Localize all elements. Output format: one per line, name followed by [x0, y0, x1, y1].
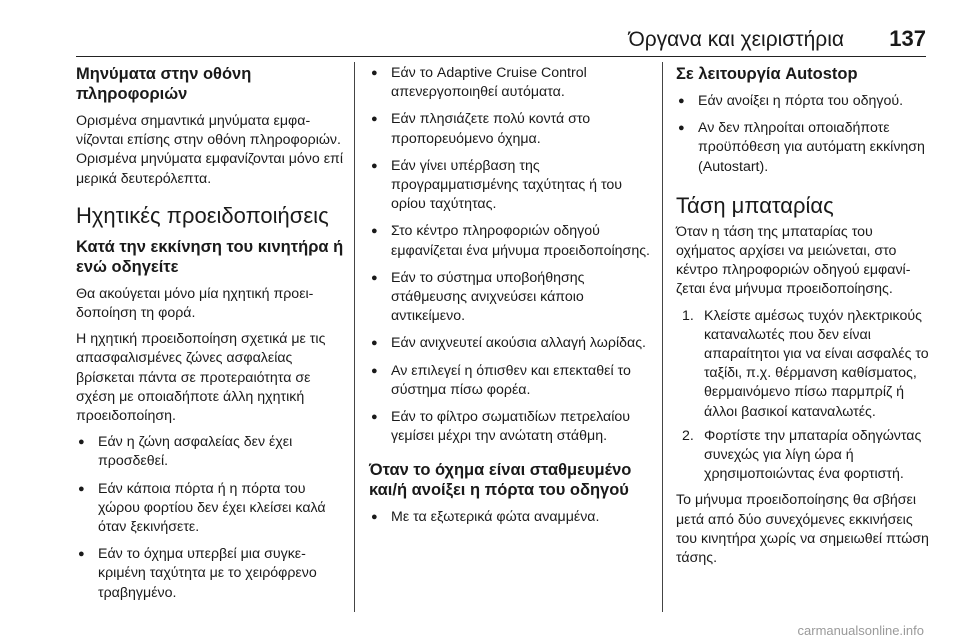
step-text: Φορτίστε την μπαταρία οδηγώντας συνεχώς για λίγη ώρα ή χρησιμοποιώντας ένα φορτιστή.: [704, 427, 922, 483]
list-item: ● Εάν το φίλτρο σωματιδίων πετρελαίου γεμίσει μέχρι την ανώτατη στάθμη.: [369, 408, 654, 446]
bullet-list-parked: [369, 508, 654, 527]
chapter-title: Όργανα και χειριστήρια: [628, 28, 844, 51]
heading-warning-chimes: Ηχητικές προειδοποιήσεις: [76, 202, 329, 228]
step-text: Κλείστε αμέσως τυχόν ηλεκτρικούς καταναλωτές που δεν είναι απαραίτητοι για να είναι ασφαλές το ταξίδι, π.χ. θέρμανση καθίσματος, θερμαινόμενο πίσω παρμπρίζ ή άλλοι βασικοί καταναλωτές.: [704, 307, 929, 420]
paragraph-seatbelt-priority: Η ηχητική προειδοποίηση σχετικά με τις απασφαλισμένες ζώνες ασφαλείας βρίσκεται πάντα σε προτεραιότητα σε σχέση με οποιαδήποτε άλλη ηχητική προειδοποίηση.: [76, 331, 326, 425]
list-item: ● Εάν κάποια πόρτα ή η πόρτα του χώρου φορτίου δεν έχει κλείσει καλά όταν ξεκινήσετε.: [76, 480, 346, 538]
paragraph-battery: Όταν η τάση της μπαταρίας του οχήματος αρχίσει να μειώνεται, στο κέντρο πληροφοριών οδηγού εμφανίζεται ένα μήνυμα προειδοποίησης.: [676, 223, 911, 298]
column-3: [676, 64, 932, 575]
paragraph-message-clears: Το μήνυμα προειδοποίησης θα σβήσει μετά από δύο συνεχόμενες εκκινήσεις του κινητήρα χωρίς να σημειωθεί πτώση τάσης.: [676, 492, 929, 567]
list-item: ● Εάν γίνει υπέρβαση της προγραμματισμένης ταχύτητας ή του ορίου ταχύτητας.: [369, 157, 654, 215]
column-divider-1: [354, 62, 355, 612]
watermark: carmanualsonline.info: [797, 623, 924, 638]
bullet-list-start: [76, 433, 346, 603]
list-item: ● Αν επιλεγεί η όπισθεν και επεκταθεί το σύστημα πίσω φορέα.: [369, 362, 654, 400]
paragraph-one-chime: Θα ακούγεται μόνο μία ηχητική προειδοποίηση τη φορά.: [76, 285, 314, 322]
heading-autostop: Σε λειτουργία Autostop: [676, 65, 858, 83]
list-item: ● Εάν ανιχνευτεί ακούσια αλλαγή λωρίδας.: [369, 334, 654, 353]
heading-battery-voltage: Τάση μπαταρίας: [676, 192, 834, 218]
list-item: ● Με τα εξωτερικά φώτα αναμμένα.: [369, 508, 654, 527]
heading-engine-start: Κατά την εκκίνηση του κινητήρα ή ενώ οδηγείτε: [76, 237, 344, 276]
page-number: 137: [889, 26, 926, 51]
step-item: [676, 307, 932, 422]
heading-info-messages: Μηνύματα στην οθόνη πληροφοριών: [76, 65, 252, 103]
heading-parked: Όταν το όχημα είναι σταθμευμένο και/ή ανοίξει η πόρτα του οδηγού: [369, 461, 632, 500]
list-item: ● Αν δεν πληροίται οποιαδήποτε προϋπόθεση για αυτόματη εκκίνηση (Autostart).: [676, 119, 932, 177]
paragraph-info-messages: Ορισμένα σημαντικά μηνύματα εμφανίζονται επίσης στην οθόνη πληροφοριών. Ορισμένα μηνύματα εμφανίζονται μόνο επί μερικά δευτερόλεπτα.: [76, 113, 343, 187]
step-item: [676, 427, 932, 485]
step-number: 2.: [682, 427, 694, 444]
list-item: ● Εάν ανοίξει η πόρτα του οδηγού.: [676, 92, 932, 111]
list-item: ● Εάν η ζώνη ασφαλείας δεν έχει προσδεθεί.: [76, 433, 346, 471]
list-item: ● Εάν το όχημα υπερβεί μια συγκεκριμένη ταχύτητα με το χειρόφρενο τραβηγμένο.: [76, 545, 346, 603]
list-item: ● Στο κέντρο πληροφοριών οδηγού εμφανίζεται ένα μήνυμα προειδοποίησης.: [369, 222, 654, 260]
column-1: [76, 64, 346, 611]
header-rule: [76, 56, 926, 57]
bullet-list-autostop: [676, 92, 932, 177]
list-item: ● Εάν το Adaptive Cruise Control απενεργοποιηθεί αυτόματα.: [369, 64, 654, 102]
step-number: 1.: [682, 307, 694, 324]
bullet-list-driving: [369, 64, 654, 446]
page-header: [76, 22, 926, 56]
list-item: ● Εάν το σύστημα υποβοήθησης στάθμευσης ανιχνεύσει κάποιο αντικείμενο.: [369, 269, 654, 327]
column-divider-2: [662, 62, 663, 612]
column-2: [369, 64, 654, 536]
numbered-steps: [676, 307, 932, 485]
list-item: ● Εάν πλησιάζετε πολύ κοντά στο προπορευόμενο όχημα.: [369, 110, 654, 148]
